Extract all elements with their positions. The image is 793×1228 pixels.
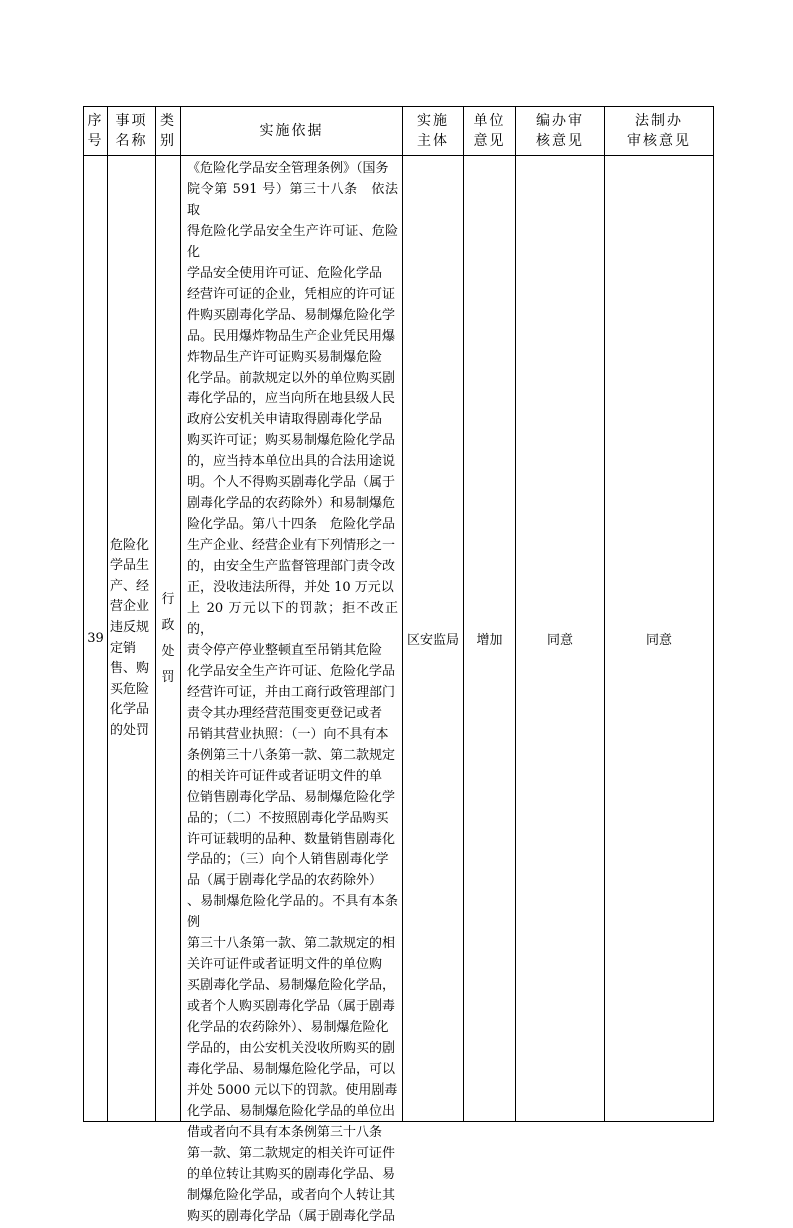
unit-opinion: 增加 (464, 156, 516, 1122)
implementation-basis (181, 156, 403, 1224)
basis-text: 《危险化学品安全管理条例》（国务 院令第 591 号）第三十八条 依法取 得危险化学品安全生产许可证、危险化 学品安全使用许可证、危险化学品 经营许可证的企业，凭相应的许可证 件购买剧毒化学品、易制爆危险化学 品。民用爆炸物品生产企业凭民用爆 炸物品生产许可证购买易制爆危险 化学品。前款规定以外的单位购买剧 毒化学品的，应当向所在地县级人民 政府公安机关申请取得剧毒化学品 购买许可证；购买易制爆危险化学品 的，应当持本单位出具的合法用途说 明。个人不得购买剧毒化学品（属于 剧毒化学品的农药除外）和易制爆危 险化学品。第八十四条 危险化学品 生产企业、经营企业有下列情形之一 的，由安全生产监督管理部门责令改 正，没收违法所得，并处 10 万元以 上 20 万元以下的罚款；拒不改正的， 责令停产停业整顿直至吊销其危险 化学品安全生产许可证、危险化学品 经营许可证，并由工商行政管理部门 责令其办理经营范围变更登记或者 吊销其营业执照：（一）向不具有本 条例第三十八条第一款、第二款规定 的相关许可证件或者证明文件的单 位销售剧毒化学品、易制爆危险化学 品的；（二）不按照剧毒化学品购买 许可证载明的品种、数量销售剧毒化 学品的；（三）向个人销售剧毒化学 品（属于剧毒化学品的农药除外） 、易制爆危险化学品的。不具有本条例 第三十八条第一款、第二款规定的相 关许可证件或者证明文件的单位购 买剧毒化学品、易制爆危险化学品， 或者个人购买剧毒化学品（属于剧毒 化学品的农药除外）、易制爆危险化 学品的，由公安机关没收所购买的剧 毒化学品、易制爆危险化学品，可以 并处 5000 元以下的罚款。使用剧毒 化学品、易制爆危险化学品的单位出 借或者向不具有本条例第三十八条 第一款、第二款规定的相关许可证件 的单位转让其购买的剧毒化学品、易 制爆危险化学品，或者向个人转让其 购买的剧毒化学品（属于剧毒化学品 (187, 161, 398, 1224)
header-staff-opinion: 编办审 核意见 (516, 107, 605, 156)
header-legal-opinion: 法制办 审核意见 (605, 107, 714, 156)
header-type: 类 别 (156, 107, 181, 156)
implementing-agency: 区安监局 (403, 156, 464, 1122)
header-name: 事项 名称 (108, 107, 156, 156)
header-basis: 实施依据 (181, 107, 403, 156)
item-name: 危险化 学品生 产、经 营企业 违反规 定销 售、购 买危险 化学品 的处罚 (108, 156, 156, 1122)
legal-review-opinion: 同意 (605, 156, 714, 1122)
row-number: 39 (84, 156, 108, 1122)
table-header-row (84, 107, 714, 156)
header-subject: 实施 主体 (403, 107, 464, 156)
staff-review-opinion: 同意 (516, 156, 605, 1122)
item-type: 行 政 处 罚 (156, 156, 181, 1122)
header-unit-opinion: 单位 意见 (464, 107, 516, 156)
table-row (84, 156, 714, 1122)
header-no: 序 号 (84, 107, 108, 156)
review-table (83, 106, 714, 1224)
